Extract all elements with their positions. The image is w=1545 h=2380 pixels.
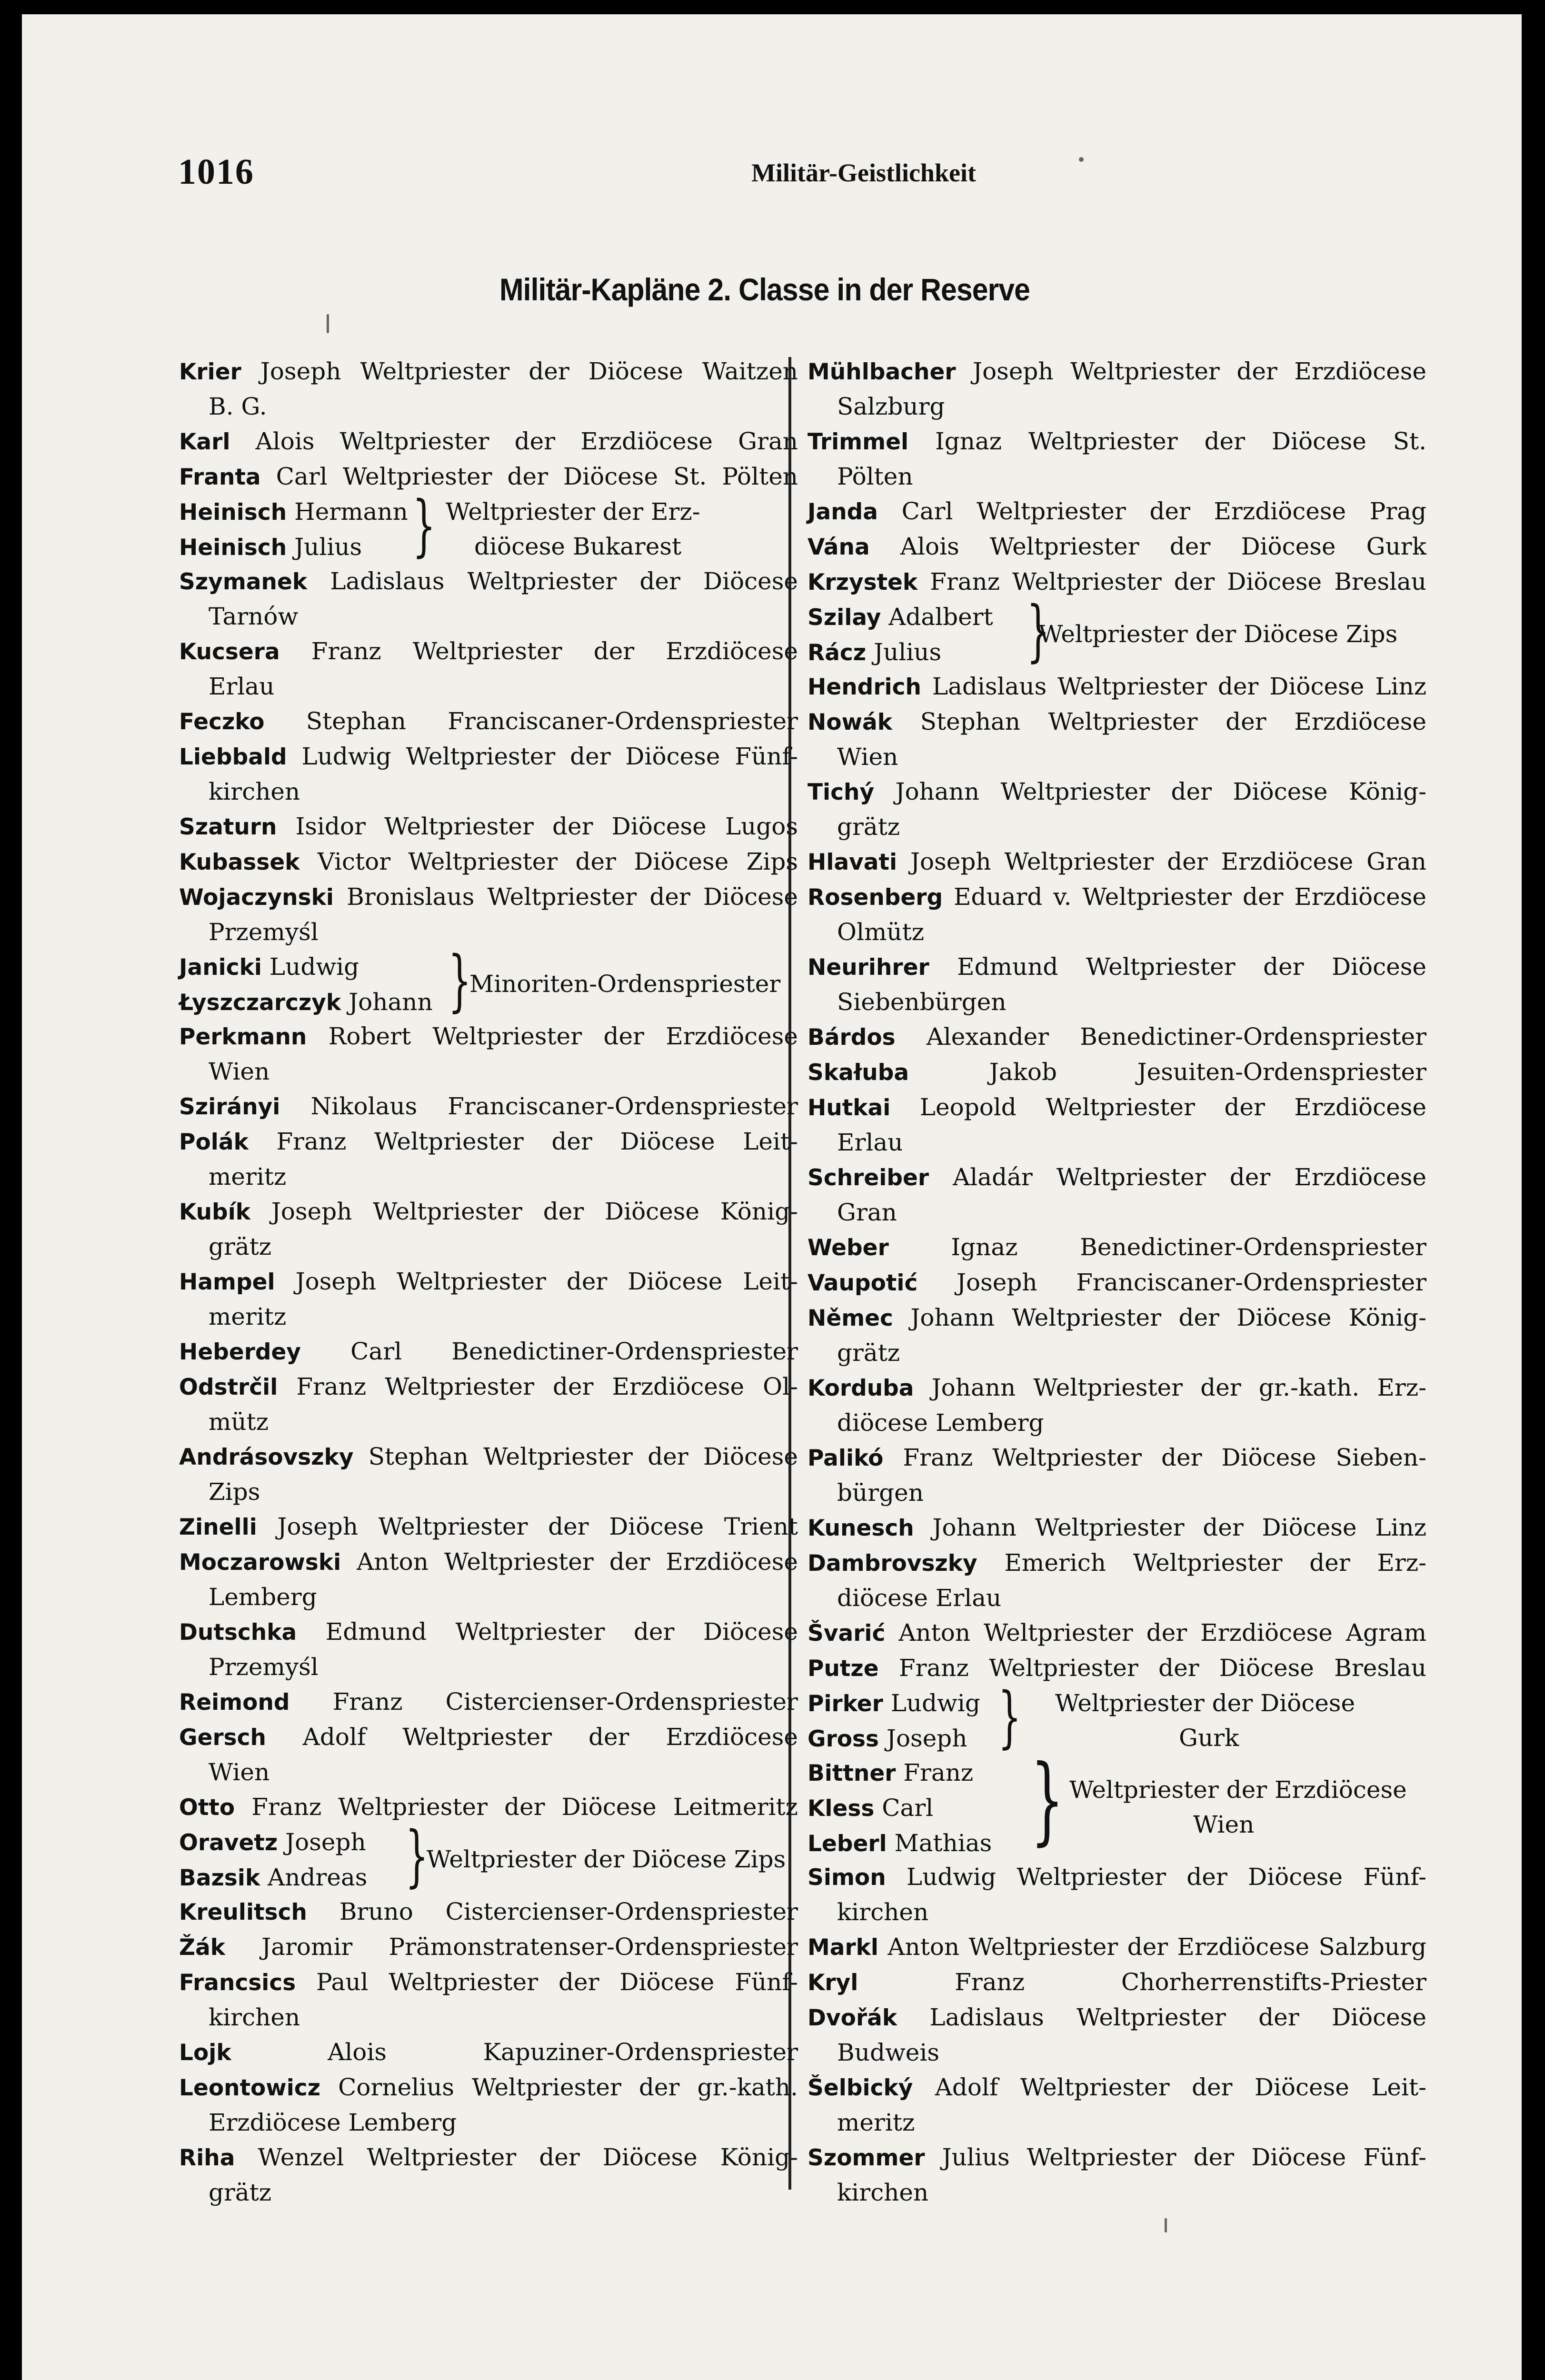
entry (179, 424, 798, 459)
entry-surname: Szirányi (179, 1094, 280, 1120)
entry-given-name: Adalbert (888, 603, 993, 631)
grouped-entry (179, 1817, 798, 1895)
entry-continuation: diöcese Erlau (837, 1584, 1002, 1612)
entry-given-name: Joseph (886, 1725, 967, 1752)
entry-surname: Nowák (807, 709, 893, 735)
grouped-entry (807, 1678, 1426, 1756)
entry-surname: Kucsera (179, 639, 280, 665)
entry (807, 1020, 1426, 1055)
entry-surname: Riha (179, 2145, 235, 2171)
entry-surname: Markl (807, 1934, 879, 1961)
entry-surname: Francsics (179, 1970, 296, 1996)
entry-continuation: B. G. (209, 393, 267, 420)
right-column (807, 354, 1426, 2210)
entry-text: Johann Weltpriester der Diöcese Linz (932, 1514, 1426, 1541)
entry-text: Anton Weltpriester der Erzdiöcese (357, 1548, 798, 1576)
entry-surname: Janicki (179, 954, 262, 981)
entry (807, 1440, 1426, 1510)
entry-text: Stephan Weltpriester der Diöcese (368, 1443, 798, 1470)
entry-given-name: Joseph (285, 1828, 366, 1856)
entry-text: Johann Weltpriester der Diöcese König- (895, 778, 1426, 805)
entry-text: Ignaz Weltpriester der Diöcese St. (935, 427, 1426, 455)
section-title: Militär-Kapläne 2. Classe in der Reserve (499, 272, 1030, 307)
entry (179, 1545, 798, 1615)
entry-continuation: Lemberg (209, 1583, 317, 1611)
entry (179, 880, 798, 950)
entry-surname: Moczarowski (179, 1549, 341, 1576)
entry-surname: Karl (179, 429, 230, 455)
entry (807, 529, 1426, 565)
entry (179, 1334, 798, 1369)
entry (807, 1651, 1426, 1686)
entry (179, 844, 798, 880)
entry-surname: Dvořák (807, 2005, 897, 2031)
entry-surname: Krzystek (807, 569, 918, 595)
entry-continuation: meritz (209, 1303, 287, 1330)
entry (179, 1089, 798, 1124)
entry-text: Joseph Weltpriester der Diöcese Waitzen (260, 357, 798, 385)
entry (807, 880, 1426, 950)
entry (179, 459, 798, 495)
entry-surname: Perkmann (179, 1024, 307, 1050)
entry-continuation: diöcese Bukarest (474, 533, 682, 560)
entry (807, 1055, 1426, 1090)
entry-given-name: Johann (349, 988, 433, 1016)
entry-given-name: Franz (903, 1759, 974, 1786)
entry-text: Weltpriester der Erzdiöcese (1069, 1776, 1407, 1804)
entry (807, 950, 1426, 1020)
entry-continuation: Olmütz (837, 918, 925, 946)
grouped-entry (179, 942, 798, 1020)
entry-surname: Janda (807, 499, 878, 525)
entry-text: Alexander Benedictiner-Ordenspriester (926, 1023, 1426, 1051)
entry-continuation: Tarnów (209, 603, 299, 630)
entry-surname: Gross (807, 1726, 879, 1752)
entry (179, 564, 798, 634)
entry (179, 2070, 798, 2140)
entry-surname: Dambrovszky (807, 1550, 977, 1577)
entry (179, 1124, 798, 1194)
entry-surname: Heinisch (179, 499, 287, 526)
entry-surname: Kless (807, 1795, 875, 1822)
entry-surname: Vána (807, 534, 870, 560)
entry-surname: Mühlbacher (807, 359, 956, 385)
entry (807, 774, 1426, 844)
entry (807, 424, 1426, 494)
entry-continuation: grätz (209, 1233, 272, 1260)
entry-surname: Wojaczynski (179, 884, 334, 911)
entry-text: Franz Weltpriester der Diöcese Leit- (276, 1128, 798, 1155)
entry (179, 1790, 798, 1825)
entry-text: Franz Chorherrenstifts-Priester (955, 1968, 1426, 1996)
entry-continuation: Siebenbürgen (837, 988, 1007, 1016)
entry-surname: Polák (179, 1129, 249, 1155)
entry (179, 1965, 798, 2035)
entry-surname: Gersch (179, 1725, 266, 1751)
entry-surname: Leontowicz (179, 2075, 321, 2101)
entry (179, 1685, 798, 1720)
grouped-entry (807, 592, 1426, 670)
entry (179, 1894, 798, 1930)
entry (179, 809, 798, 844)
entry-continuation: Gurk (1179, 1724, 1239, 1752)
entry (807, 844, 1426, 880)
entry-continuation: Zips (209, 1478, 260, 1506)
left-column (179, 354, 798, 2210)
entry (179, 1720, 798, 1790)
entry-surname: Andrásovszky (179, 1444, 354, 1470)
entry-surname: Bazsik (179, 1865, 260, 1891)
entry (179, 354, 798, 424)
entry-text: Victor Weltpriester der Diöcese Zips (317, 848, 798, 875)
entry-continuation: kirchen (209, 2003, 300, 2031)
entry (807, 1510, 1426, 1546)
scan-speck (1079, 157, 1084, 162)
entry-continuation: kirchen (837, 1898, 929, 1926)
entry-given-name: Carl (882, 1794, 934, 1822)
entry (807, 354, 1426, 424)
entry-continuation: Erzdiöcese Lemberg (209, 2109, 457, 2136)
entry-continuation: kirchen (837, 2179, 929, 2206)
entry-text: Wenzel Weltpriester der Diöcese König- (258, 2143, 798, 2171)
entry-text: Julius Weltpriester der Diöcese Fünf- (942, 2143, 1426, 2171)
entry-surname: Odstrčil (179, 1374, 278, 1400)
entry-text: Jakob Jesuiten-Ordenspriester (989, 1058, 1426, 1086)
entry-text: Bruno Cistercienser-Ordenspriester (339, 1898, 798, 1925)
entry-text: Cornelius Weltpriester der gr.-kath. (338, 2073, 798, 2101)
brace-symbol: } (1030, 1745, 1064, 1855)
entry-text: Joseph Weltpriester der Diöcese Leit- (295, 1268, 798, 1295)
entry-surname: Neurihrer (807, 954, 929, 981)
entry-continuation: Wien (209, 1758, 270, 1786)
page-number: 1016 (178, 152, 254, 192)
entry-continuation: bürgen (837, 1479, 924, 1507)
entry (807, 1546, 1426, 1616)
entry (807, 1160, 1426, 1230)
entry-text: Edmund Weltpriester der Diöcese (325, 1618, 798, 1646)
entry-given-name: Julius (874, 638, 942, 666)
entry-surname: Szilay (807, 605, 881, 631)
entry-continuation: Erlau (209, 673, 275, 700)
entry-surname: Otto (179, 1795, 235, 1821)
entry-surname: Hlavati (807, 849, 897, 875)
entry (179, 739, 798, 809)
entry-text: Weltpriester der Diöcese Zips (1038, 620, 1398, 648)
entry-text: Weltpriester der Erz- (446, 498, 700, 526)
entry-text: Alois Weltpriester der Erzdiöcese Gran (255, 427, 798, 455)
entry-surname: Krier (179, 359, 241, 385)
entry-text: Joseph Weltpriester der Erzdiöcese (973, 357, 1426, 385)
entry-surname: Žák (179, 1934, 226, 1961)
entry (179, 1615, 798, 1685)
entry-given-name: Ludwig (890, 1689, 980, 1717)
entry (807, 669, 1426, 704)
entry-given-name: Mathias (894, 1829, 992, 1857)
entry-surname: Kubík (179, 1199, 251, 1225)
entry (179, 1439, 798, 1509)
entry (807, 1616, 1426, 1651)
entry-continuation: Wien (837, 743, 898, 771)
entry-continuation: Przemyśl (209, 1653, 319, 1681)
entry (807, 2000, 1426, 2070)
entry (179, 2035, 798, 2070)
entry-continuation: grätz (837, 1339, 900, 1367)
entry-surname: Kunesch (807, 1515, 914, 1541)
entry (179, 1930, 798, 1965)
entry-continuation: Erlau (837, 1129, 903, 1156)
entry-continuation: Salzburg (837, 393, 945, 420)
entry-surname: Zinelli (179, 1514, 257, 1540)
scan-speck (1165, 2218, 1167, 2232)
entry-continuation: grätz (209, 2179, 272, 2206)
entry-text: Alois Weltpriester der Diöcese Gurk (900, 533, 1426, 560)
entry-surname: Hutkai (807, 1095, 891, 1121)
entry-text: Nikolaus Franciscaner-Ordenspriester (310, 1092, 798, 1120)
entry-surname: Kryl (807, 1970, 858, 1996)
entry (179, 1264, 798, 1334)
entry (807, 704, 1426, 774)
entry-surname: Rosenberg (807, 884, 943, 911)
entry (179, 704, 798, 739)
entry-surname: Franta (179, 464, 261, 490)
entry-continuation: Przemyśl (209, 918, 319, 946)
entry-text: Franz Weltpriester der Diöcese Breslau (930, 568, 1426, 595)
entry-surname: Simon (807, 1864, 886, 1891)
entry-surname: Němec (807, 1305, 893, 1331)
entry-continuation: kirchen (209, 778, 300, 805)
entry-text: Johann Weltpriester der gr.-kath. Erz- (931, 1374, 1426, 1401)
brace-symbol: } (412, 487, 436, 565)
entry-text: Stephan Franciscaner-Ordenspriester (306, 707, 798, 735)
entry-surname: Schreiber (807, 1165, 929, 1191)
entry-text: Isidor Weltpriester der Diöcese Lugos (295, 813, 798, 840)
entry-text: Carl Weltpriester der Diöcese St. Pölten (276, 463, 798, 490)
entry-text: Franz Weltpriester der Erzdiöcese (311, 637, 798, 665)
entry-text: Alois Kapuziner-Ordenspriester (328, 2038, 798, 2066)
entry-text: Carl Weltpriester der Erzdiöcese Prag (901, 497, 1426, 525)
brace-symbol: } (1027, 592, 1050, 670)
entry-continuation: Pölten (837, 463, 913, 490)
entry-surname: Weber (807, 1235, 889, 1261)
entry-given-name: Andreas (268, 1864, 368, 1891)
entry (179, 2140, 798, 2210)
entry-text: Franz Cistercienser-Ordenspriester (332, 1688, 798, 1716)
entry-surname: Heberdey (179, 1339, 301, 1365)
entry (807, 1930, 1426, 1965)
entry-continuation: Wien (209, 1058, 270, 1085)
entry (179, 1509, 798, 1545)
entry (179, 634, 798, 704)
entry-text: Ignaz Benedictiner-Ordenspriester (951, 1233, 1426, 1261)
entry-surname: Feczko (179, 709, 265, 735)
entry (807, 1860, 1426, 1930)
entry-text: Anton Weltpriester der Erzdiöcese Salzburg (887, 1933, 1426, 1961)
entry-text: Franz Weltpriester der Diöcese Sieben- (903, 1444, 1426, 1471)
entry-continuation: Budweis (837, 2039, 939, 2066)
entry-surname: Hampel (179, 1269, 275, 1295)
entry (807, 1230, 1426, 1265)
entry-text: Eduard v. Weltpriester der Erzdiöcese (954, 883, 1426, 911)
entry-text: Anton Weltpriester der Erzdiöcese Agram (898, 1619, 1426, 1646)
entry-surname: Heinisch (179, 535, 287, 561)
entry-text: Edmund Weltpriester der Diöcese (957, 953, 1426, 981)
entry-surname: Oravetz (179, 1830, 278, 1856)
entry-text: Leopold Weltpriester der Erzdiöcese (919, 1093, 1426, 1121)
entry-surname: Hendrich (807, 674, 921, 700)
entry (807, 1370, 1426, 1440)
entry-surname: Bittner (807, 1760, 896, 1786)
entry-text: Ladislaus Weltpriester der Diöcese Linz (932, 673, 1426, 700)
entry-text: Franz Weltpriester der Diöcese Leitmeritz (251, 1793, 798, 1821)
entry-surname: Tichý (807, 779, 875, 805)
entry (179, 1019, 798, 1089)
entry-given-name: Ludwig (269, 953, 359, 981)
scanned-page (22, 14, 1522, 2380)
entry-text: Weltpriester der Diöcese (1055, 1689, 1356, 1717)
running-title: Militär-Geistlichkeit (751, 159, 976, 187)
entry-surname: Bárdos (807, 1024, 896, 1051)
entry-text: Joseph Franciscaner-Ordenspriester (957, 1269, 1426, 1296)
entry-text: Stephan Weltpriester der Erzdiöcese (920, 708, 1426, 735)
entry (807, 494, 1426, 529)
entry (807, 1300, 1426, 1370)
entry-continuation: Wien (1193, 1811, 1255, 1838)
entry (179, 1194, 798, 1264)
entry-text: Paul Weltpriester der Diöcese Fünf- (316, 1968, 798, 1996)
entry-text: Joseph Weltpriester der Diöcese König- (271, 1198, 798, 1225)
entry-surname: Trimmel (807, 429, 909, 455)
entry-text: Ludwig Weltpriester der Diöcese Fünf- (301, 743, 798, 770)
entry-continuation: meritz (837, 2109, 915, 2136)
entry-text: Robert Weltpriester der Erzdiöcese (328, 1022, 798, 1050)
entry-text: Minoriten-Ordenspriester (469, 970, 781, 998)
page-header (178, 142, 1473, 208)
entry-text: Bronislaus Weltpriester der Diöcese (347, 883, 798, 911)
entry-surname: Pirker (807, 1691, 883, 1717)
entry-surname: Putze (807, 1656, 879, 1682)
entry-text: Johann Weltpriester der Diöcese König- (910, 1304, 1426, 1331)
entry-surname: Skałuba (807, 1060, 909, 1086)
entry-surname: Kubassek (179, 849, 300, 875)
brace-symbol: } (448, 942, 472, 1020)
entry-surname: Liebbald (179, 744, 287, 770)
entry-surname: Palikó (807, 1445, 884, 1471)
entry-given-name: Julius (294, 533, 362, 561)
entry-surname: Szaturn (179, 814, 277, 840)
entry-given-name: Hermann (294, 498, 408, 526)
entry-text: Emerich Weltpriester der Erz- (1004, 1549, 1426, 1577)
entry-text: Ladislaus Weltpriester der Diöcese (330, 567, 798, 595)
entry-surname: Kreulitsch (179, 1899, 307, 1925)
entry-text: Adolf Weltpriester der Diöcese Leit- (935, 2073, 1426, 2101)
entry-text: Franz Weltpriester der Erzdiöcese Ol- (296, 1373, 798, 1400)
entry-continuation: diöcese Lemberg (837, 1409, 1044, 1437)
entry-text: Ladislaus Weltpriester der Diöcese (929, 2003, 1426, 2031)
entry (807, 1265, 1426, 1300)
entry (807, 565, 1426, 600)
entry-surname: Szymanek (179, 569, 308, 595)
brace-symbol: } (405, 1817, 429, 1895)
entry-surname: Szommer (807, 2145, 925, 2171)
entry (807, 1090, 1426, 1160)
entry-continuation: grätz (837, 813, 900, 841)
scan-speck (327, 314, 329, 333)
entry-text: Joseph Weltpriester der Erzdiöcese Gran (910, 848, 1426, 875)
grouped-entry (807, 1745, 1426, 1860)
entry-text: Weltpriester der Diöcese Zips (427, 1845, 786, 1873)
entry-surname: Reimond (179, 1689, 290, 1716)
entry-surname: Rácz (807, 640, 867, 666)
entry-surname: Dutschka (179, 1619, 297, 1646)
brace-symbol: } (998, 1678, 1022, 1756)
grouped-entry (179, 487, 798, 565)
entry-continuation: Gran (837, 1199, 897, 1226)
entry (807, 2070, 1426, 2140)
entry (807, 1965, 1426, 2000)
entry-text: Jaromir Prämonstratenser-Ordenspriester (261, 1933, 798, 1961)
entry-text: Franz Weltpriester der Diöcese Breslau (898, 1654, 1426, 1682)
entry-text: Adolf Weltpriester der Erzdiöcese (302, 1723, 798, 1751)
entry-text: Carl Benedictiner-Ordenspriester (350, 1338, 798, 1365)
entry-continuation: meritz (209, 1163, 287, 1190)
entry-surname: Łyszczarczyk (179, 990, 341, 1016)
entry-surname: Šelbický (807, 2075, 913, 2101)
entry-text: Aladár Weltpriester der Erzdiöcese (953, 1163, 1426, 1191)
entry-text: Joseph Weltpriester der Diöcese Trient (277, 1513, 798, 1540)
entry-continuation: mütz (209, 1408, 269, 1436)
entry-surname: Leberl (807, 1831, 887, 1857)
entry-surname: Švarić (807, 1620, 886, 1646)
entry-surname: Korduba (807, 1375, 914, 1401)
entry (179, 1369, 798, 1439)
entry (807, 2140, 1426, 2210)
entry-surname: Lojk (179, 2040, 231, 2066)
entry-surname: Vaupotić (807, 1270, 918, 1296)
entry-text: Ludwig Weltpriester der Diöcese Fünf- (906, 1863, 1426, 1891)
